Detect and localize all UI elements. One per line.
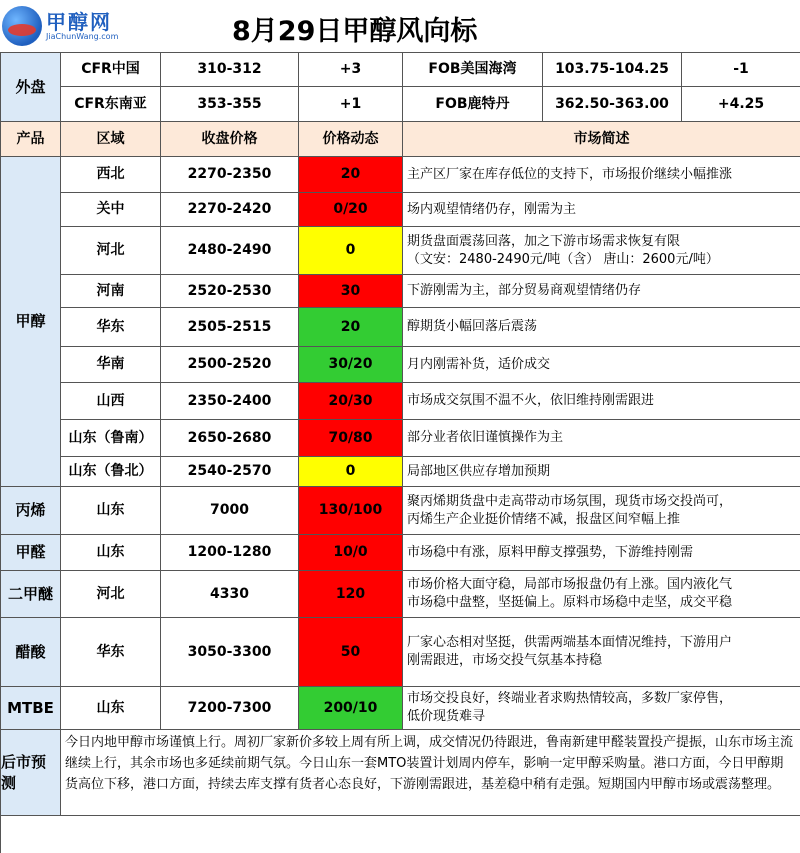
summary-cell [403, 227, 800, 275]
product-label: 二甲醚 [1, 571, 61, 618]
external-price: 353-355 [161, 87, 299, 122]
summary-cell: 主产区厂家在库存低位的支持下，市场报价继续小幅推涨 [403, 157, 800, 193]
change-cell: 20 [299, 308, 403, 347]
region-cell: 山东（鲁北） [61, 457, 161, 487]
external-change: -1 [682, 53, 800, 87]
region-cell: 关中 [61, 193, 161, 227]
change-cell: 0/20 [299, 193, 403, 227]
summary-cell-line1: 市场交投良好，终端业者求购热情较高，多数厂家停售， [407, 691, 733, 707]
region-cell: 华东 [61, 308, 161, 347]
site-logo[interactable] [2, 4, 122, 48]
summary-cell [403, 571, 800, 618]
change-cell: 0 [299, 457, 403, 487]
price-cell: 2270-2350 [161, 157, 299, 193]
change-cell: 30/20 [299, 347, 403, 383]
price-cell: 2520-2530 [161, 275, 299, 308]
product-label: 甲醛 [1, 535, 61, 571]
price-table [0, 52, 800, 853]
price-cell: 4330 [161, 571, 299, 618]
region-cell: 河南 [61, 275, 161, 308]
summary-cell: 月内刚需补货，适价成交 [403, 347, 800, 383]
region-cell: 山东（鲁南） [61, 420, 161, 457]
header-price: 收盘价格 [161, 122, 299, 157]
price-cell: 7200-7300 [161, 687, 299, 730]
price-cell: 1200-1280 [161, 535, 299, 571]
change-cell: 70/80 [299, 420, 403, 457]
summary-cell-line1: 厂家心态相对坚挺，供需两端基本面情况维持，下游用户 [407, 635, 733, 651]
price-cell: 2270-2420 [161, 193, 299, 227]
summary-cell-line2: 丙烯生产企业挺价情绪不减，报盘区间窄幅上推 [407, 511, 681, 527]
summary-cell: 市场稳中有涨，原料甲醇支撑强势，下游维持刚需 [403, 535, 800, 571]
summary-cell-line2: 低价现货难寻 [407, 709, 486, 724]
price-cell: 7000 [161, 487, 299, 535]
summary-cell: 部分业者依旧谨慎操作为主 [403, 420, 800, 457]
forecast-label: 后市预测 [1, 730, 61, 816]
page-title: 8月29日甲醇风向标 [232, 16, 478, 47]
price-cell: 3050-3300 [161, 618, 299, 687]
region-cell: 河北 [61, 227, 161, 275]
header [0, 0, 800, 52]
price-cell: 2650-2680 [161, 420, 299, 457]
summary-cell-line1: 聚丙烯期货盘中走高带动市场氛围，现货市场交投尚可， [407, 493, 733, 509]
header-summary: 市场简述 [403, 122, 800, 157]
summary-cell-line1: 期货盘面震荡回落，加之下游市场需求恢复有限 [407, 233, 681, 249]
methanol-label: 甲醇 [1, 157, 61, 487]
external-name: FOB鹿特丹 [403, 87, 543, 122]
region-cell: 山东 [61, 687, 161, 730]
external-label: 外盘 [1, 53, 61, 122]
price-cell: 2500-2520 [161, 347, 299, 383]
change-cell: 30 [299, 275, 403, 308]
external-name: FOB美国海湾 [403, 53, 543, 87]
summary-cell: 下游刚需为主，部分贸易商观望情绪仍存 [403, 275, 800, 308]
change-cell: 10/0 [299, 535, 403, 571]
summary-cell: 市场成交氛围不温不火，依旧维持刚需跟进 [403, 383, 800, 420]
summary-cell [403, 687, 800, 730]
summary-cell-line2: 市场稳中盘整，坚挺偏上。原料市场稳中走坚，成交平稳 [407, 595, 733, 610]
header-change: 价格动态 [299, 122, 403, 157]
product-label: 醋酸 [1, 618, 61, 687]
product-label: MTBE [1, 687, 61, 730]
summary-cell-line1: 市场价格大面守稳，局部市场报盘仍有上涨。国内液化气 [407, 577, 733, 593]
change-cell: 0 [299, 227, 403, 275]
region-cell: 华南 [61, 347, 161, 383]
summary-cell [403, 618, 800, 687]
change-cell: 120 [299, 571, 403, 618]
price-cell: 2505-2515 [161, 308, 299, 347]
price-cell: 2540-2570 [161, 457, 299, 487]
region-cell: 山东 [61, 535, 161, 571]
summary-cell [403, 487, 800, 535]
external-name: CFR东南亚 [61, 87, 161, 122]
product-label: 丙烯 [1, 487, 61, 535]
change-cell: 20/30 [299, 383, 403, 420]
region-cell: 山西 [61, 383, 161, 420]
change-cell: 130/100 [299, 487, 403, 535]
forecast-text: 今日内地甲醇市场谨慎上行。周初厂家新价多较上周有所上调，成交情况仍待跟进，鲁南新建甲醛装置投产提振，山东市场主流继续上行，其余市场也多延续前期气氛。今日山东一套MTO装置计划周内停车，影响一定甲醇采购量。港口方面，今日甲醇期货高位下移，港口方面，持续去库支撑有货者心态良好，下游刚需跟进，基差稳中稍有走强。短期国内甲醇市场或震荡整理。 [61, 730, 800, 816]
change-cell: 200/10 [299, 687, 403, 730]
external-price: 310-312 [161, 53, 299, 87]
region-cell: 山东 [61, 487, 161, 535]
price-cell: 2350-2400 [161, 383, 299, 420]
summary-cell: 场内观望情绪仍存，刚需为主 [403, 193, 800, 227]
summary-cell: 局部地区供应存增加预期 [403, 457, 800, 487]
external-price: 362.50-363.00 [543, 87, 682, 122]
price-cell: 2480-2490 [161, 227, 299, 275]
region-cell: 西北 [61, 157, 161, 193]
region-cell: 河北 [61, 571, 161, 618]
change-cell: 20 [299, 157, 403, 193]
region-cell: 华东 [61, 618, 161, 687]
external-change: +4.25 [682, 87, 800, 122]
summary-cell-line2: 刚需跟进，市场交投气氛基本持稳 [407, 653, 603, 668]
external-change: +3 [299, 53, 403, 87]
external-change: +1 [299, 87, 403, 122]
logo-name: 甲醇网 [46, 10, 112, 34]
change-cell: 50 [299, 618, 403, 687]
header-product: 产品 [1, 122, 61, 157]
logo-url: JiaChunWang.com [46, 32, 119, 41]
summary-cell-line2: （文安：2480-2490元/吨（含） 唐山：2600元/吨） [407, 251, 719, 267]
summary-cell: 醇期货小幅回落后震荡 [403, 308, 800, 347]
external-name: CFR中国 [61, 53, 161, 87]
header-region: 区域 [61, 122, 161, 157]
external-price: 103.75-104.25 [543, 53, 682, 87]
logo-icon [2, 6, 42, 46]
